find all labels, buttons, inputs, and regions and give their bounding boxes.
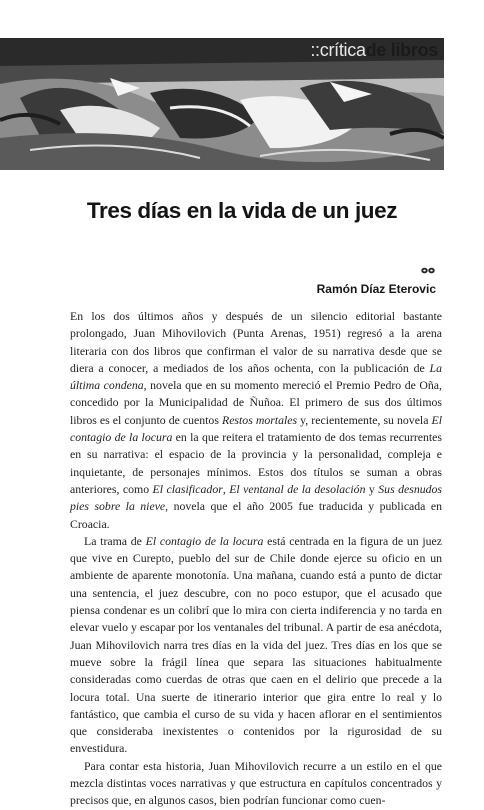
paragraph-text: En los dos últimos años y después de un silencio editorial bastante prolongado, Juan Mihovilovich (Punta Arenas, 1951) regresó a la arena literaria con dos libros que confirman el valor de su narrativa desde que se diera a conocer, a mediados de los años ochenta, con la publicación de: [70, 309, 442, 375]
italic-title-text: El contagio de la locura: [145, 533, 264, 548]
paragraph-text: está centrada en la figura de un juez que vive en Curepto, pueblo del sur de Chile donde ejerce su oficio en un ambiente de aparente monotonía. Una mañana, cuando está a punto de dictar una sentencia, el juez descubre, con no poco estupor, que el acusado que piensa condenar es un colibrí que lo mira con cierta indiferencia y no tarda en elevar vuelo y escapar por los ventanales del tribunal. A partir de esa anécdota, Juan Mihovilovich narra tres días en la vida del juez. Tres días en los que se mueve sobre la frágil línea que separa las situaciones habitualmente consideradas como cuerdas de otras que caen en el delirio que precede a la locura total. Una suerte de itinerario interior que gira entre lo real y lo fantástico, que cambia el curso de su vida y hacen aflorar en el sentimientos que consideraba inexistentes o contenidos por la rigurosidad de su envestidura.: [70, 533, 442, 756]
article-author: Ramón Díaz Eterovic: [316, 282, 436, 296]
italic-title-text: Sus desnudos pies sobre la nieve: [70, 481, 442, 514]
paragraph-text: La trama de: [84, 533, 146, 548]
section-label-suffix: de libros: [365, 40, 438, 60]
paragraph-text: ,: [222, 481, 230, 496]
paragraph-text: y: [365, 481, 379, 496]
paragraph-text: Para contar esta historia, Juan Mihovilovich recurre a un estilo en el que mezcla distintas voces narrativas y que estructura en capítulos concentrados y precisos que, en algunos casos, bien podrían funcionar como cuen-: [70, 758, 442, 808]
paragraph-text: en la que reitera el tratamiento de dos temas recurrentes en su narrativa: el espacio de la provincia y la personalidad, compleja e inquietante, de personajes mínimos. Estos dos títulos se suman a obras anteriores, como: [70, 430, 442, 496]
italic-title-text: Restos mortales: [221, 412, 298, 427]
body-paragraph: [70, 308, 442, 533]
italic-title-text: La última condena: [70, 360, 442, 393]
ornament-icon: [421, 267, 435, 274]
italic-title-text: El ventanal de la desolación: [229, 481, 366, 496]
italic-title-text: El clasificador: [152, 481, 223, 496]
paragraph-text: , novela que en su momento mereció el Premio Pedro de Oña, concedido por la Municipalidad de Ñuñoa. El primero de sus dos últimos libros es el conjunto de cuentos: [70, 378, 442, 427]
body-paragraph: [70, 533, 442, 758]
paragraph-text: , novela que el año 2005 fue traducida y publicada en Croacia.: [70, 499, 442, 531]
body-paragraph: [70, 758, 442, 810]
section-label: [310, 40, 438, 61]
article-body: [70, 308, 442, 810]
section-label-prefix: ::crítica: [310, 40, 366, 60]
article-title: Tres días en la vida de un juez: [86, 198, 398, 223]
italic-title-text: El contagio de la locura: [70, 412, 442, 445]
paragraph-text: y, recientemente, su novela: [297, 412, 432, 427]
